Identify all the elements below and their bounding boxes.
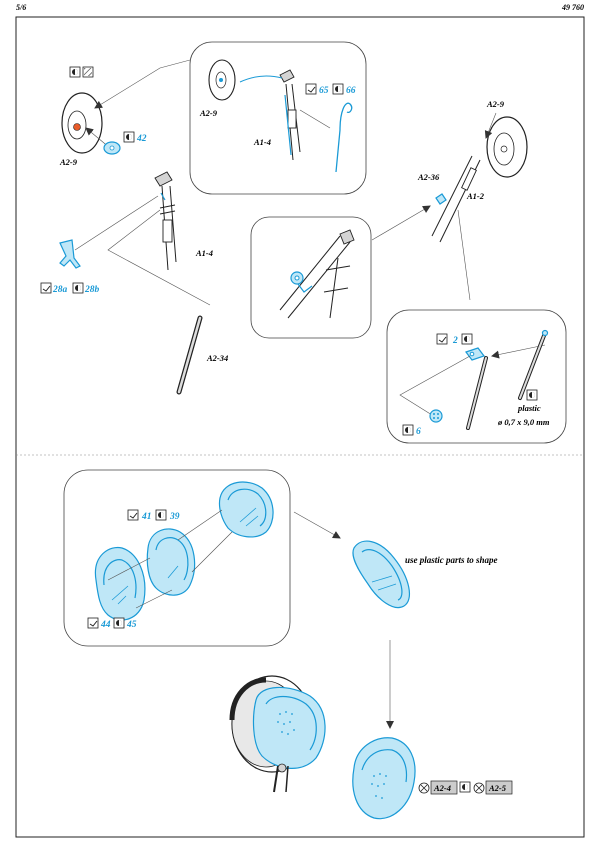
remove-part-a2-5: A2-5	[489, 783, 506, 793]
pe-cover-inner-45	[95, 547, 144, 620]
ref-28b: 28b	[85, 285, 100, 295]
label-a1-4-callout: A1-4	[254, 137, 271, 147]
pe-disc-6	[430, 410, 442, 422]
pe-part-icon	[333, 84, 343, 94]
photo-etch-pe-icon	[70, 67, 80, 77]
pe-part-icon	[527, 390, 537, 400]
gear-leg-left	[155, 172, 176, 270]
pe-part-icon	[124, 132, 134, 142]
ref-41: 41	[142, 512, 152, 522]
pe-bracket-2	[466, 348, 484, 360]
pe-cover-shaped	[353, 541, 410, 607]
label-a2-34: A2-34	[207, 353, 229, 363]
fold-bend-icon	[88, 618, 98, 628]
ref-28a: 28a	[53, 285, 68, 295]
ref-6: 6	[416, 427, 421, 437]
remove-part-a2-4: A2-4	[434, 783, 451, 793]
ref-45: 45	[127, 620, 137, 630]
page-number: 5/6	[16, 3, 27, 12]
remove-plastic-icon	[419, 783, 429, 793]
pe-wire-66	[336, 103, 352, 172]
right-wheel	[487, 117, 527, 177]
pe-part-icon	[156, 510, 166, 520]
callout-scissor-link	[280, 230, 354, 318]
paint-icon	[83, 67, 93, 77]
pe-part-icon	[460, 782, 470, 792]
fold-bend-icon	[437, 334, 447, 344]
final-wheel-assembly	[232, 676, 325, 792]
ref-66: 66	[346, 86, 356, 96]
ref-42: 42	[137, 134, 147, 144]
fold-bend-icon	[306, 84, 316, 94]
pe-cover-final	[353, 738, 415, 819]
ref-39: 39	[170, 512, 180, 522]
fold-bend-icon	[128, 510, 138, 520]
pe-cover-top-39	[219, 482, 273, 537]
leader-rod	[108, 210, 210, 305]
leader-wheel	[95, 60, 190, 108]
pe-part-icon	[73, 283, 83, 293]
callout-box-scissor-detail	[251, 217, 371, 338]
shaping-note: use plastic parts to shape	[405, 555, 498, 565]
kit-code: 49 760	[562, 3, 584, 12]
left-wheel	[62, 93, 102, 153]
leader-bracket	[75, 196, 158, 250]
label-a2-9-right: A2-9	[487, 99, 504, 109]
fold-bend-icon	[41, 283, 51, 293]
label-a2-9-callout: A2-9	[200, 108, 217, 118]
ref-2: 2	[453, 336, 458, 346]
plastic-note: plastic	[518, 403, 541, 413]
pe-cover-mid-39	[147, 529, 194, 595]
pe-bracket-28	[60, 240, 80, 268]
label-a1-2: A1-2	[467, 191, 484, 201]
remove-plastic-icon	[474, 783, 484, 793]
label-a1-4-left: A1-4	[196, 248, 213, 258]
rod-size: ø 0,7 x 9,0 mm	[498, 417, 550, 427]
pe-part-icon	[462, 334, 472, 344]
pe-hub-42	[104, 142, 120, 154]
label-a2-9-left: A2-9	[60, 157, 77, 167]
pe-part-icon	[403, 425, 413, 435]
ref-44: 44	[101, 620, 111, 630]
ref-65: 65	[319, 86, 329, 96]
pe-part-icon	[114, 618, 124, 628]
callout-wheel	[209, 60, 235, 100]
label-a2-36: A2-36	[418, 172, 440, 182]
